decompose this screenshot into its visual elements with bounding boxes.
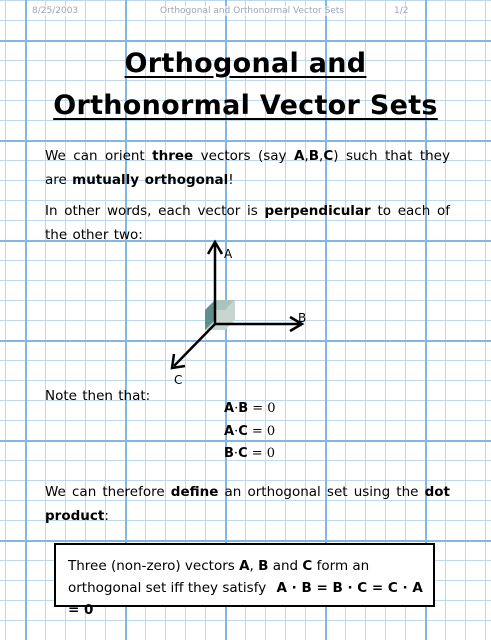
perpendicular-text: In other words, each vector is <box>45 203 265 219</box>
note-text: Note then that: <box>45 388 151 404</box>
header-title: Orthogonal and Orthonormal Vector Sets <box>160 6 345 16</box>
definition-text: an orthogonal set using the <box>218 484 425 500</box>
eq-vector: B <box>238 401 249 416</box>
intro-text: ! <box>228 172 234 188</box>
box-bold-c: C <box>302 558 313 574</box>
header-page-number: 1/2 <box>394 6 409 16</box>
eq-vector: C <box>238 446 248 461</box>
eq-result: = 0 <box>247 446 276 461</box>
eq-vector: B <box>224 446 234 461</box>
equation-a-dot-b <box>224 401 276 416</box>
box-text: Three (non-zero) vectors <box>68 558 240 574</box>
vector-a-label: A <box>224 247 233 261</box>
box-bold-b: B <box>258 558 269 574</box>
perpendicular-text: to each of the other two: <box>45 203 451 243</box>
box-text: form an orthogonal set iff they satisfy <box>68 558 370 596</box>
definition-box <box>54 543 435 618</box>
eq-dot-operator: · <box>234 401 239 416</box>
eq-vector: C <box>238 424 248 439</box>
definition-bold-dot-product: dot product <box>45 484 450 524</box>
box-formula: A · B = B · C = C · A = 0 <box>68 580 423 618</box>
intro-text: , <box>304 148 309 164</box>
box-bold-a: A <box>239 558 250 574</box>
definition-text: We can therefore <box>45 484 171 500</box>
box-text: and <box>268 558 303 574</box>
intro-bold-b: B <box>308 148 320 164</box>
page-title-line-2: Orthonormal Vector Sets <box>53 90 438 121</box>
box-text: , <box>249 558 259 574</box>
definition-text: : <box>104 508 109 524</box>
vector-b-label: B <box>298 311 307 325</box>
perpendicular-bold: perpendicular <box>264 203 371 219</box>
eq-result: = 0 <box>247 424 276 439</box>
intro-text: , <box>319 148 324 164</box>
eq-vector: A <box>224 401 235 416</box>
header-date: 8/25/2003 <box>32 6 79 16</box>
equation-a-dot-c <box>224 424 275 439</box>
definition-bold-define: define <box>170 484 219 500</box>
intro-bold-c: C <box>323 148 334 164</box>
eq-vector: A <box>224 424 235 439</box>
intro-bold-three: three <box>152 148 194 164</box>
intro-text: We can orient <box>45 148 153 164</box>
page-header <box>0 0 491 20</box>
eq-dot-operator: · <box>233 446 239 461</box>
orthogonal-vectors-diagram <box>150 232 320 392</box>
page-title-line-1: Orthogonal and <box>124 48 367 79</box>
intro-bold-mutually-orthogonal: mutually orthogonal <box>72 172 229 188</box>
intro-text: ) such that they are <box>45 148 450 188</box>
vector-c-line <box>174 324 215 366</box>
eq-dot-operator: · <box>234 424 239 439</box>
definition-paragraph <box>45 480 450 528</box>
intro-text: vectors (say <box>193 148 294 164</box>
eq-result: = 0 <box>248 401 276 416</box>
intro-bold-a: A <box>293 148 305 164</box>
vector-c-label: C <box>174 373 183 387</box>
equation-b-dot-c <box>224 446 275 461</box>
intro-paragraph <box>45 144 450 192</box>
